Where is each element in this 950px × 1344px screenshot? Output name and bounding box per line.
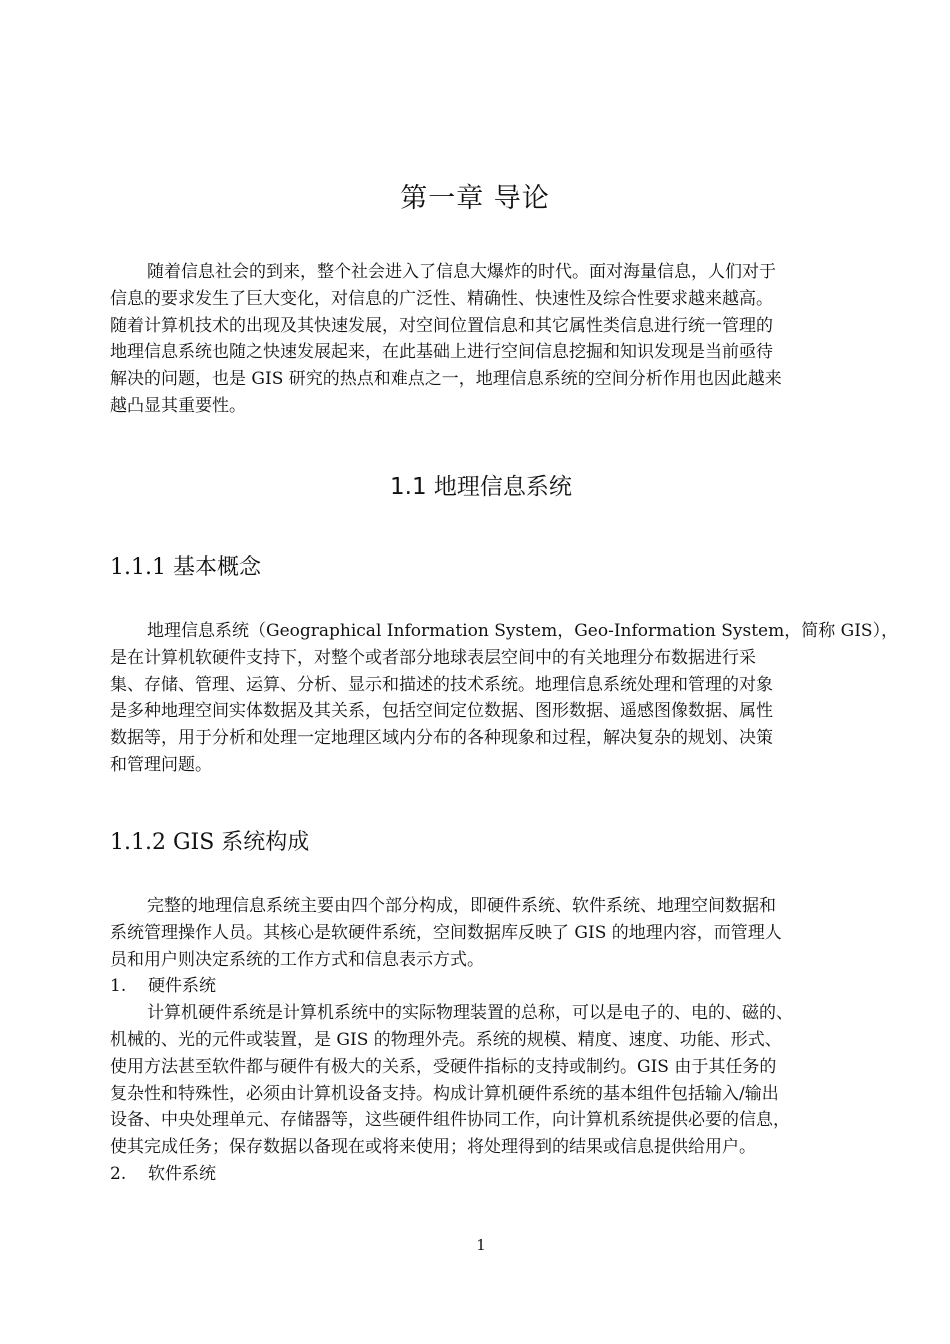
paragraph-line: 是在计算机软硬件支持下，对整个或者部分地球表层空间中的有关地理分布数据进行采	[110, 647, 756, 668]
paragraph-line: 集、存储、管理、运算、分析、显示和描述的技术系统。地理信息系统处理和管理的对象	[110, 674, 773, 695]
paragraph-line: 使其完成任务；保存数据以备现在或将来使用；将处理得到的结果或信息提供给用户。	[110, 1137, 756, 1158]
paragraph-line: 是多种地理空间实体数据及其关系，包括空间定位数据、图形数据、遥感图像数据、属性	[110, 701, 773, 722]
paragraph-line: 复杂性和特殊性，必须由计算机设备支持。构成计算机硬件系统的基本组件包括输入/输出	[110, 1083, 779, 1104]
paragraph-line: 解决的问题，也是 GIS 研究的热点和难点之一，地理信息系统的空间分析作用也因此越来	[110, 369, 782, 390]
subsection-heading-1-1-2: 1.1.2 GIS 系统构成	[110, 830, 310, 855]
section-heading-1-1: 1.1 地理信息系统	[390, 474, 572, 500]
paragraph-line: 设备、中央处理单元、存储器等，这些硬件组件协同工作，向计算机系统提供必要的信息，	[110, 1110, 790, 1131]
list-label: 硬件系统	[148, 976, 216, 997]
paragraph-line: 随着计算机技术的出现及其快速发展，对空间位置信息和其它属性类信息进行统一管理的	[110, 315, 773, 336]
subsection-heading-1-1-1: 1.1.1 基本概念	[110, 555, 261, 580]
chapter-title: 第一章 导论	[400, 183, 550, 214]
concept-paragraph	[110, 618, 899, 779]
intro-paragraph	[110, 259, 855, 420]
paragraph-line: 完整的地理信息系统主要由四个部分构成，即硬件系统、软件系统、地理空间数据和	[147, 896, 776, 916]
list-label: 软件系统	[148, 1163, 216, 1184]
paragraph-line: 信息的要求发生了巨大变化，对信息的广泛性、精确性、快速性及综合性要求越来越高。	[110, 288, 773, 309]
list-item-hardware	[110, 973, 855, 1000]
composition-paragraph	[110, 893, 855, 1188]
paragraph-line: 和管理问题。	[110, 754, 212, 775]
paragraph-line: 地理信息系统（Geographical Information System，Geo-Information System，简称 GIS），	[147, 621, 899, 641]
paragraph-line: 地理信息系统也随之快速发展起来，在此基础上进行空间信息挖掘和知识发现是当前亟待	[110, 342, 773, 363]
list-number: 1.	[110, 976, 127, 997]
list-item-software	[110, 1161, 855, 1188]
paragraph-line: 随着信息社会的到来，整个社会进入了信息大爆炸的时代。面对海量信息，人们对于	[147, 262, 776, 282]
paragraph-line: 数据等，用于分析和处理一定地理区域内分布的各种现象和过程，解决复杂的规划、决策	[110, 728, 773, 749]
paragraph-line: 计算机硬件系统是计算机系统中的实际物理装置的总称，可以是电子的、电的、磁的、	[147, 1003, 793, 1024]
paragraph-line: 使用方法甚至软件都与硬件有极大的关系，受硬件指标的支持或制约。GIS 由于其任务的	[110, 1056, 777, 1077]
paragraph-line: 系统管理操作人员。其核心是软硬件系统，空间数据库反映了 GIS 的地理内容，而管理人	[110, 922, 782, 943]
paragraph-line: 机械的、光的元件或装置，是 GIS 的物理外壳。系统的规模、精度、速度、功能、形式、	[110, 1029, 782, 1050]
paragraph-line: 员和用户则决定系统的工作方式和信息表示方式。	[110, 949, 484, 970]
paragraph-line: 越凸显其重要性。	[110, 395, 246, 416]
page-number: 1	[476, 1236, 486, 1254]
list-number: 2.	[110, 1163, 127, 1184]
